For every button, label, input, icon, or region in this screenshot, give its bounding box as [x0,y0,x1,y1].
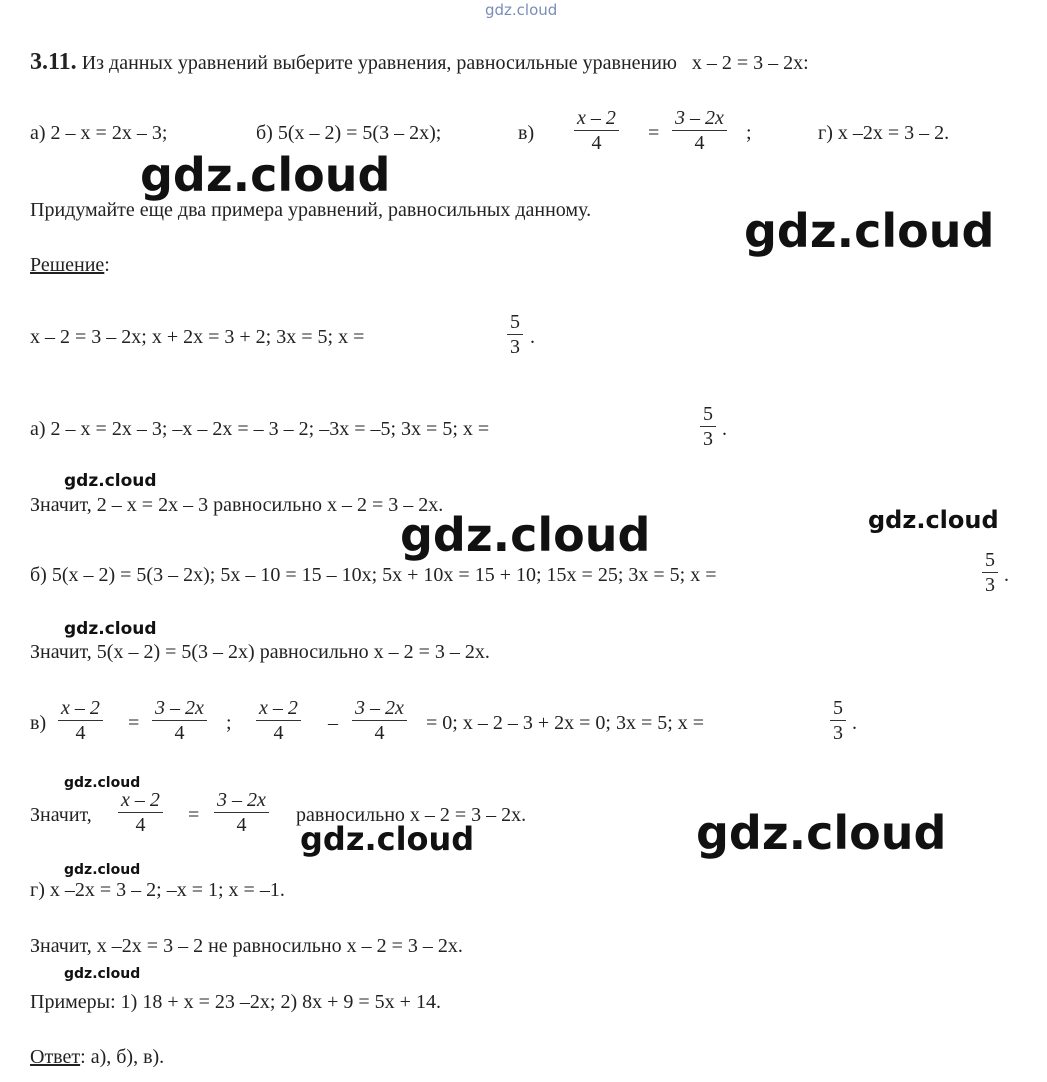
fraction-numerator: 5 [982,548,998,573]
fraction-denominator: 4 [374,722,385,744]
solution-g-conclusion: Значит, x –2x = 3 – 2 не равносильно x – 2 = 3 – 2x. [30,935,463,957]
option-v-right-fraction [672,106,727,155]
watermark: gdz.cloud [400,508,651,562]
fraction-denominator: 4 [75,722,86,744]
fraction-denominator: 3 [703,428,713,450]
period: . [722,418,727,440]
fraction-numerator: 5 [830,696,846,721]
main-solution-steps: x – 2 = 3 – 2x; x + 2x = 3 + 2; 3x = 5; x = [30,326,365,348]
solution-b-steps: б) 5(x – 2) = 5(3 – 2x); 5x – 10 = 15 – 10x; 5x + 10x = 15 + 10; 15x = 25; 3x = 5; x = [30,564,717,586]
solution-v-steps: = 0; x – 2 – 3 + 2x = 0; 3x = 5; x = [426,712,705,734]
fraction-denominator: 4 [135,814,146,836]
watermark: gdz.cloud [744,204,995,258]
conclusion-suffix: равносильно x – 2 = 3 – 2x. [296,804,527,826]
watermark-top: gdz.cloud [485,1,558,19]
examples: Примеры: 1) 18 + x = 23 –2x; 2) 8x + 9 = 5x + 14. [30,991,441,1013]
fraction-numerator: 5 [700,402,716,427]
conclusion-fraction-1 [118,788,163,837]
solution-v-fraction-result [830,696,846,745]
equals-sign: = [648,122,660,144]
watermark: gdz.cloud [64,619,157,639]
solution-a-conclusion: Значит, 2 – x = 2x – 3 равносильно x – 2 = 3 – 2x. [30,494,444,516]
watermark: gdz.cloud [64,862,141,878]
watermark: gdz.cloud [140,148,391,202]
solution-v-fraction-2 [152,696,207,745]
solution-v-fraction-3 [256,696,301,745]
period: . [1004,564,1009,586]
fraction-numerator: 3 – 2x [672,106,727,131]
solution-v-fraction-4 [352,696,407,745]
fraction-numerator: 3 – 2x [152,696,207,721]
problem-statement [30,50,809,74]
fraction-denominator: 4 [236,814,247,836]
watermark: gdz.cloud [300,820,475,858]
fraction-numerator: x – 2 [118,788,163,813]
option-v [518,123,534,143]
equals-sign: = [188,804,200,826]
solution-v-fraction-1 [58,696,103,745]
minus-sign: – [328,712,338,734]
solution-colon: : [104,254,110,276]
fraction-numerator: 3 – 2x [214,788,269,813]
solution-a-steps: а) 2 – x = 2x – 3; –x – 2x = – 3 – 2; –3x = –5; 3x = 5; x = [30,418,490,440]
option-v-left-fraction [574,106,619,155]
watermark: gdz.cloud [696,806,947,860]
equals-sign: = [128,712,140,734]
watermark: gdz.cloud [868,506,999,534]
fraction-numerator: x – 2 [256,696,301,721]
option-b: б) 5(x – 2) = 5(3 – 2x); [256,122,442,144]
fraction-numerator: 5 [507,310,523,335]
solution-heading [30,255,110,275]
option-g: г) x –2x = 3 – 2. [818,122,950,144]
option-a: а) 2 – x = 2x – 3; [30,122,168,144]
answer [30,1047,164,1067]
solution-b-conclusion: Значит, 5(x – 2) = 5(3 – 2x) равносильно x – 2 = 3 – 2x. [30,641,490,663]
fraction-numerator: 3 – 2x [352,696,407,721]
answer-label: Ответ [30,1046,81,1068]
solution-b-fraction [982,548,998,597]
fraction-denominator: 3 [985,574,995,596]
task-2: Придумайте еще два примера уравнений, равносильных данному. [30,199,592,221]
fraction-numerator: x – 2 [574,106,619,131]
watermark: gdz.cloud [64,775,141,791]
semicolon: ; [226,712,232,734]
solution-v-label: в) [30,712,47,734]
watermark: gdz.cloud [64,471,157,491]
period: . [530,326,535,348]
semicolon: ; [746,122,752,144]
fraction-denominator: 4 [694,132,705,154]
answer-text: : а), б), в). [80,1046,165,1068]
fraction-denominator: 4 [174,722,185,744]
period: . [852,712,857,734]
solution-a-fraction [700,402,716,451]
problem-text: Из данных уравнений выберите уравнения, равносильные уравнению [81,52,677,74]
conclusion-prefix: Значит, [30,804,92,826]
solution-label: Решение [30,254,105,276]
fraction-numerator: x – 2 [58,696,103,721]
solution-g: г) x –2x = 3 – 2; –x = 1; x = –1. [30,879,285,901]
main-solution-fraction [507,310,523,359]
fraction-denominator: 3 [833,722,843,744]
conclusion-fraction-2 [214,788,269,837]
fraction-denominator: 4 [273,722,284,744]
fraction-denominator: 4 [591,132,602,154]
problem-number: 3.11. [30,49,77,75]
option-v-label: в) [518,122,535,144]
fraction-denominator: 3 [510,336,520,358]
watermark: gdz.cloud [64,966,141,982]
problem-equation: x – 2 = 3 – 2x: [691,52,809,74]
